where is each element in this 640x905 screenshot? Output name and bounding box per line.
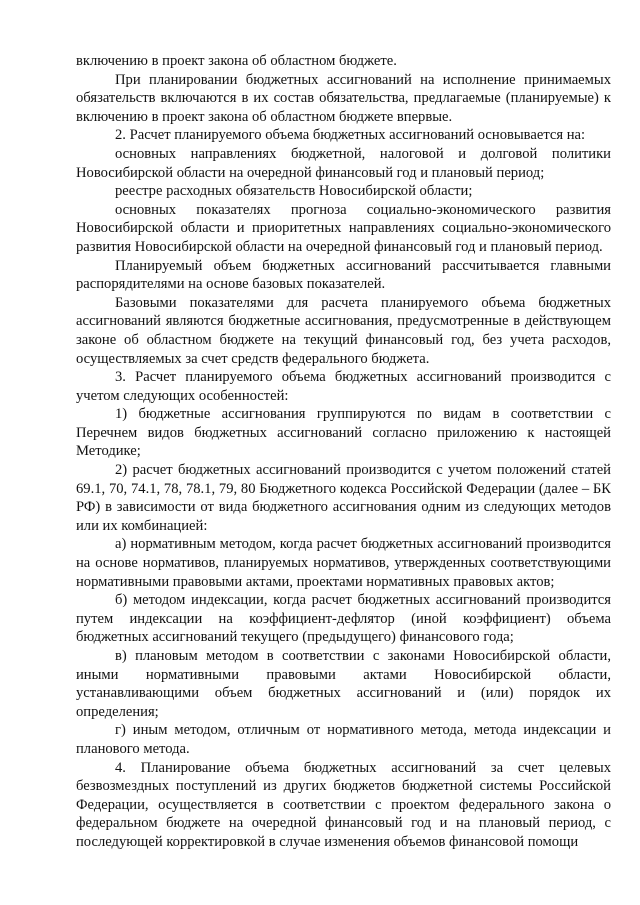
paragraph-method-a: а) нормативным методом, когда расчет бюджетных ассигнований производится на основе нормативов, планируемых нормативов, утвержденных соответствующими нормативными правовыми актами, проектами нормативных правовых актов;: [76, 536, 611, 590]
paragraph-planning-obligations: При планировании бюджетных ассигнований на исполнение принимаемых обязательств включаются в их состав обязательства, предлагаемые (планируемые) к включению в проект закона об областном бюджете впервые.: [76, 71, 611, 125]
paragraph-basis-registry: реестре расходных обязательств Новосибирской области;: [115, 183, 473, 200]
paragraph-planned-volume: Планируемый объем бюджетных ассигнований рассчитывается главными распорядителями на основе базовых показателей.: [76, 257, 611, 293]
paragraph-basis-forecast: основных показателях прогноза социально-экономического развития Новосибирской области и приоритетных направлениях социально-экономического развития Новосибирской области на очередной финансовый год и плановый период.: [76, 201, 611, 255]
paragraph-method-g: г) иным методом, отличным от нормативного метода, метода индексации и планового метода.: [76, 722, 611, 757]
paragraph-basis-policy: основных направлениях бюджетной, налоговой и долговой политики Новосибирской области на очередной финансовый год и плановый период;: [76, 145, 611, 181]
paragraph-continuation: включению в проект закона об областном бюджете.: [76, 53, 397, 69]
paragraph-method-v: в) плановым методом в соответствии с законами Новосибирской области, иными нормативными правовыми актами Новосибирской области, устанавливающими объем бюджетных ассигнований и (или) порядок их определения;: [76, 648, 611, 720]
paragraph-section-3: 3. Расчет планируемого объема бюджетных ассигнований производится с учетом следующих особенностей:: [76, 369, 611, 404]
paragraph-method-b: б) методом индексации, когда расчет бюджетных ассигнований производится путем индексации на коэффициент-дефлятор (иной коэффициент) объема бюджетных ассигнований текущего (предыдущего) финансового года;: [76, 592, 611, 646]
document-page: [76, 52, 611, 852]
paragraph-base-indicators: Базовыми показателями для расчета планируемого объема бюджетных ассигнований являются бюджетные ассигнования, предусмотренные в действующем законе об областном бюджете на текущий финансовый год, без учета расходов, осуществляемых за счет средств федерального бюджета.: [76, 294, 611, 367]
paragraph-item-2: 2) расчет бюджетных ассигнований производится с учетом положений статей 69.1, 70, 74.1, 78, 78.1, 79, 80 Бюджетного кодекса Российской Федерации (далее – БК РФ) в зависимости от вида бюджетного ассигнования одним из следующих методов или их комбинацией:: [76, 462, 611, 534]
paragraph-item-1: 1) бюджетные ассигнования группируются по видам в соответствии с Перечнем видов бюджетных ассигнований согласно приложению к настоящей Методике;: [76, 406, 611, 460]
paragraph-section-4: 4. Планирование объема бюджетных ассигнований за счет целевых безвозмездных поступлений из других бюджетов бюджетной системы Российской Федерации, осуществляется в соответствии с проектом федерального закона о федеральном бюджете на очередной финансовый год и на плановый период, с последующей корректировкой в случае изменения объемов финансовой помощи: [76, 759, 611, 850]
paragraph-section-2: 2. Расчет планируемого объема бюджетных ассигнований основывается на:: [115, 127, 586, 144]
